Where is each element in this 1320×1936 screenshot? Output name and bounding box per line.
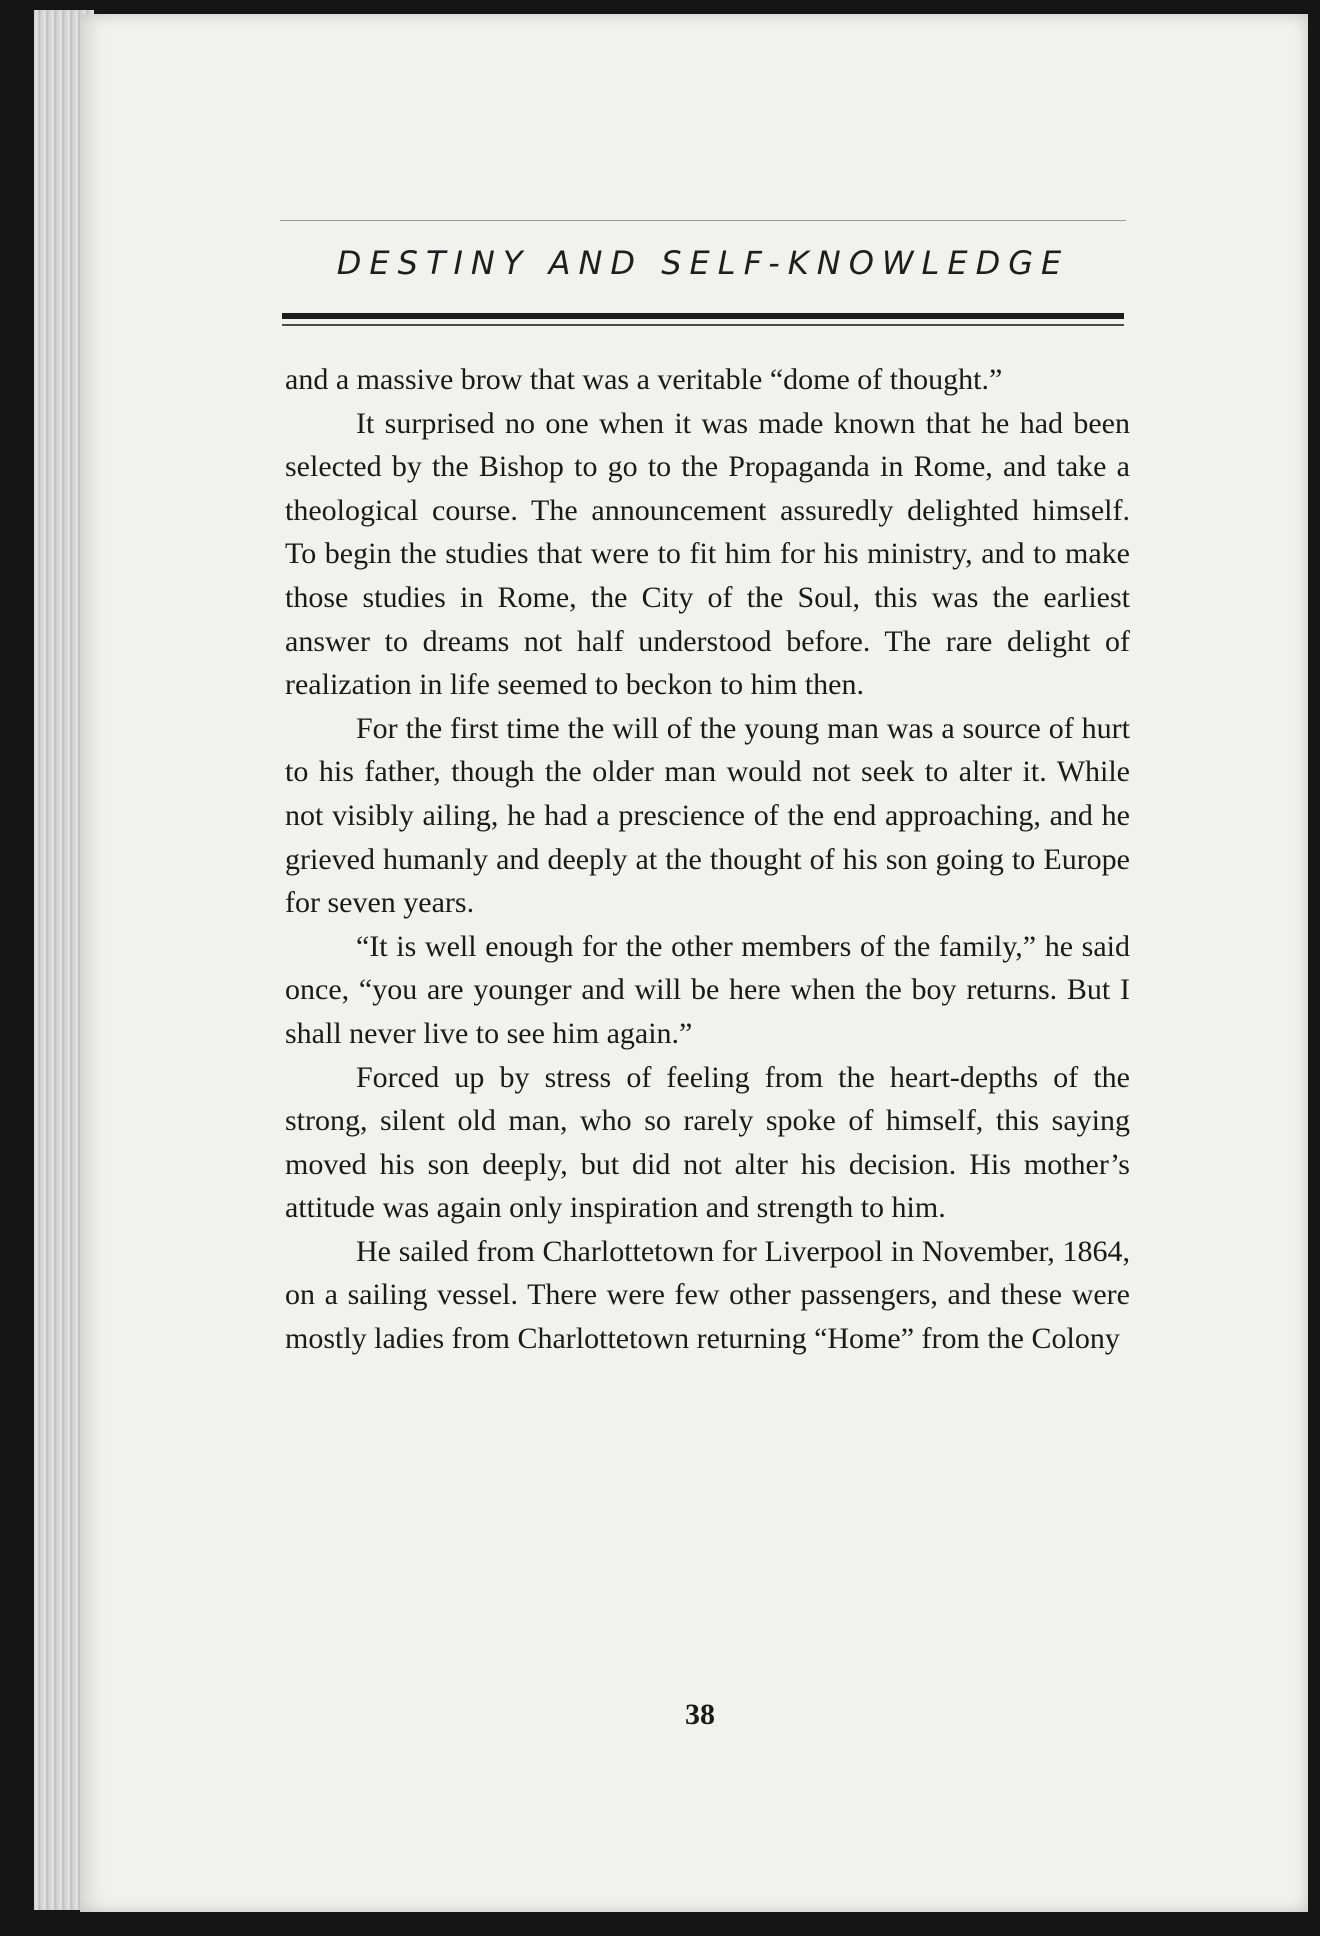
header-thin-rule	[280, 220, 1126, 221]
paragraph: It surprised no one when it was made known that he had been selected by the Bishop to go to the Propaganda in Rome, and take a theological course. The announcement assuredly delighted himself. To begin the studies that were to fit him for his ministry, and to make those studies in Rome, the City of the Soul, this was the earliest answer to dreams not half understood before. The rare delight of realization in life seemed to beckon to him then.	[285, 406, 1130, 702]
paragraph: “It is well enough for the other members of the family,” he said once, “you are younger and will be here when the boy returns. But I shall never live to see him again.”	[285, 929, 1130, 1050]
page-number: 38	[685, 1698, 715, 1731]
header-thick-rule	[282, 313, 1124, 319]
header-underline-rule	[282, 324, 1124, 326]
paragraph: For the first time the will of the young man was a source of hurt to his father, though the older man would not seek to alter it. While not visibly ailing, he had a prescience of the end approaching, and he grieved humanly and deeply at the thought of his son going to Europe for seven years.	[285, 711, 1130, 920]
paragraph: Forced up by stress of feeling from the heart-depths of the strong, silent old man, who so rarely spoke of himself, this saying moved his son deeply, but did not alter his decision. His mother’s attitude was again only inspiration and strength to him.	[285, 1060, 1130, 1225]
paragraph: and a massive brow that was a veritable “dome of thought.”	[285, 363, 1003, 396]
body-text	[285, 358, 1130, 1361]
running-head: DESTINY AND SELF-KNOWLEDGE	[336, 244, 1070, 282]
paragraph: He sailed from Charlottetown for Liverpool in November, 1864, on a sailing vessel. There were few other passengers, and these were mostly ladies from Charlottetown returning “Home” from the Colony	[285, 1234, 1130, 1356]
